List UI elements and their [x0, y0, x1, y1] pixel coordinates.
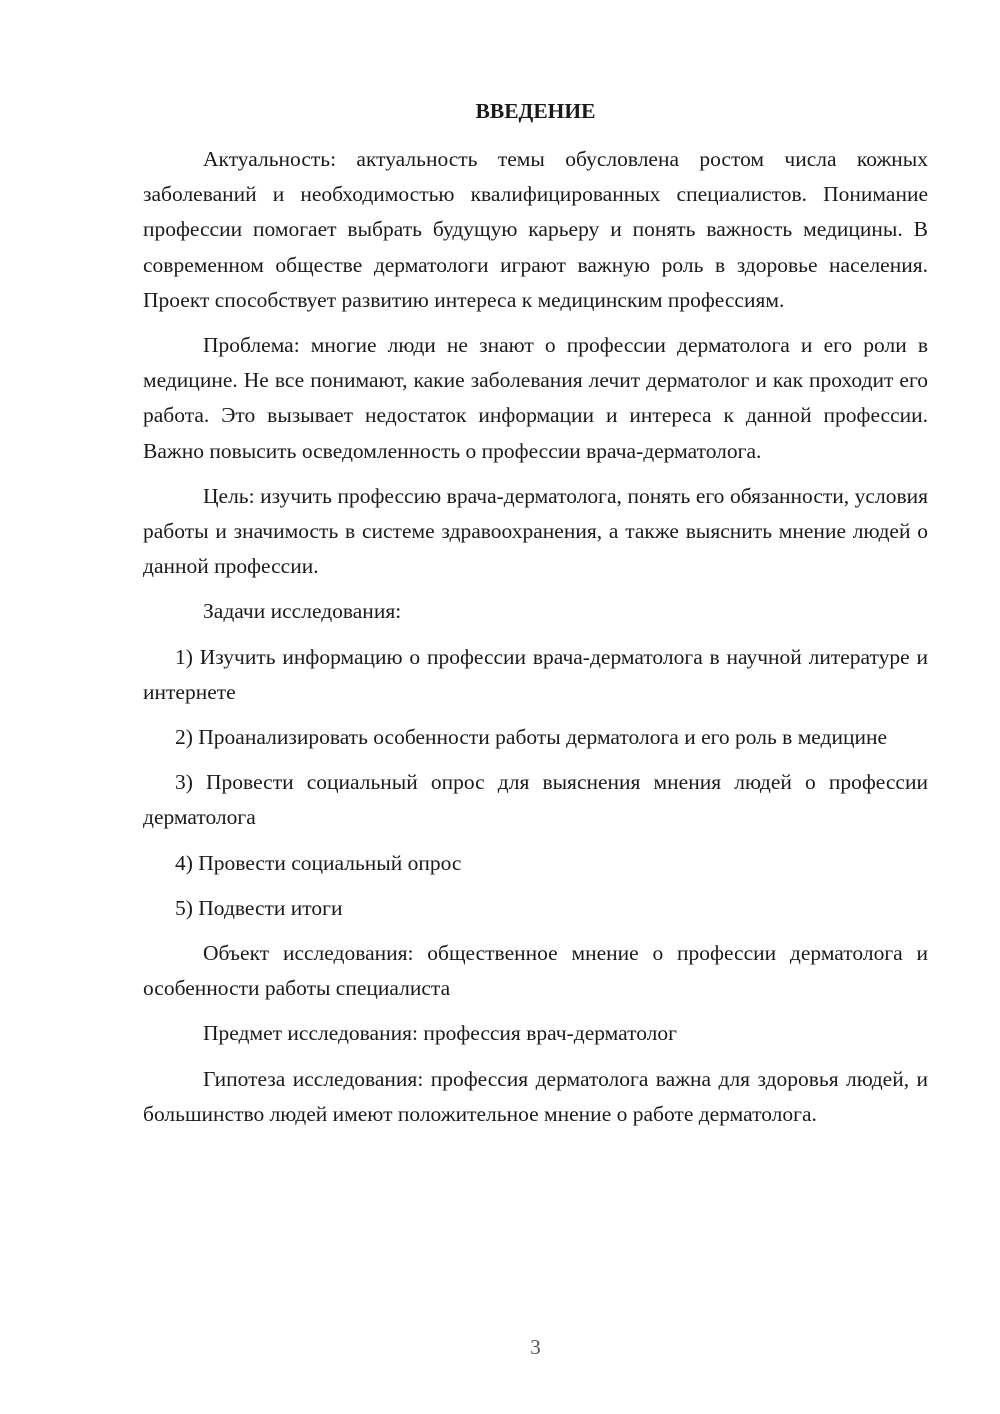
- research-subject-paragraph: Предмет исследования: профессия врач-дерматолог: [203, 1021, 677, 1046]
- task-item-5: 5) Подвести итоги: [175, 895, 343, 920]
- document-body: [143, 142, 928, 1142]
- research-object-paragraph: Объект исследования: общественное мнение о профессии дерматолога и особенности работы специалиста: [143, 941, 928, 1001]
- tasks-heading: Задачи исследования:: [203, 599, 402, 624]
- task-item-1: 1) Изучить информацию о профессии врача-дерматолога в научной литературе и интернете: [143, 644, 928, 704]
- task-item-2: 2) Проанализировать особенности работы дерматолога и его роль в медицине: [175, 725, 888, 750]
- task-item-4: 4) Провести социальный опрос: [175, 850, 462, 875]
- hypothesis-paragraph: Гипотеза исследования: профессия дерматолога важна для здоровья людей, и большинство людей имеют положительное мнение о работе дерматолога.: [143, 1066, 928, 1126]
- problem-paragraph: Проблема: многие люди не знают о профессии дерматолога и его роли в медицине. Не все понимают, какие заболевания лечит дерматолог и как проходит его работа. Это вызывает недостаток информации и интереса к данной профессии. Важно повысить осведомленность о профессии врача-дерматолога.: [143, 333, 928, 463]
- goal-paragraph: Цель: изучить профессию врача-дерматолога, понять его обязанности, условия работы и значимость в системе здравоохранения, а также выяснить мнение людей о данной профессии.: [143, 483, 928, 579]
- page-title: ВВЕДЕНИЕ: [475, 99, 596, 123]
- relevance-paragraph: Актуальность: актуальность темы обусловлена ростом числа кожных заболеваний и необходимостью квалифицированных специалистов. Понимание профессии помогает выбрать будущую карьеру и понять важность медицины. В современном обществе дерматологи играют важную роль в здоровье населения. Проект способствует развитию интереса к медицинским профессиям.: [143, 147, 928, 312]
- task-item-3: 3) Провести социальный опрос для выяснения мнения людей о профессии дерматолога: [143, 770, 928, 830]
- page-number: 3: [530, 1335, 541, 1359]
